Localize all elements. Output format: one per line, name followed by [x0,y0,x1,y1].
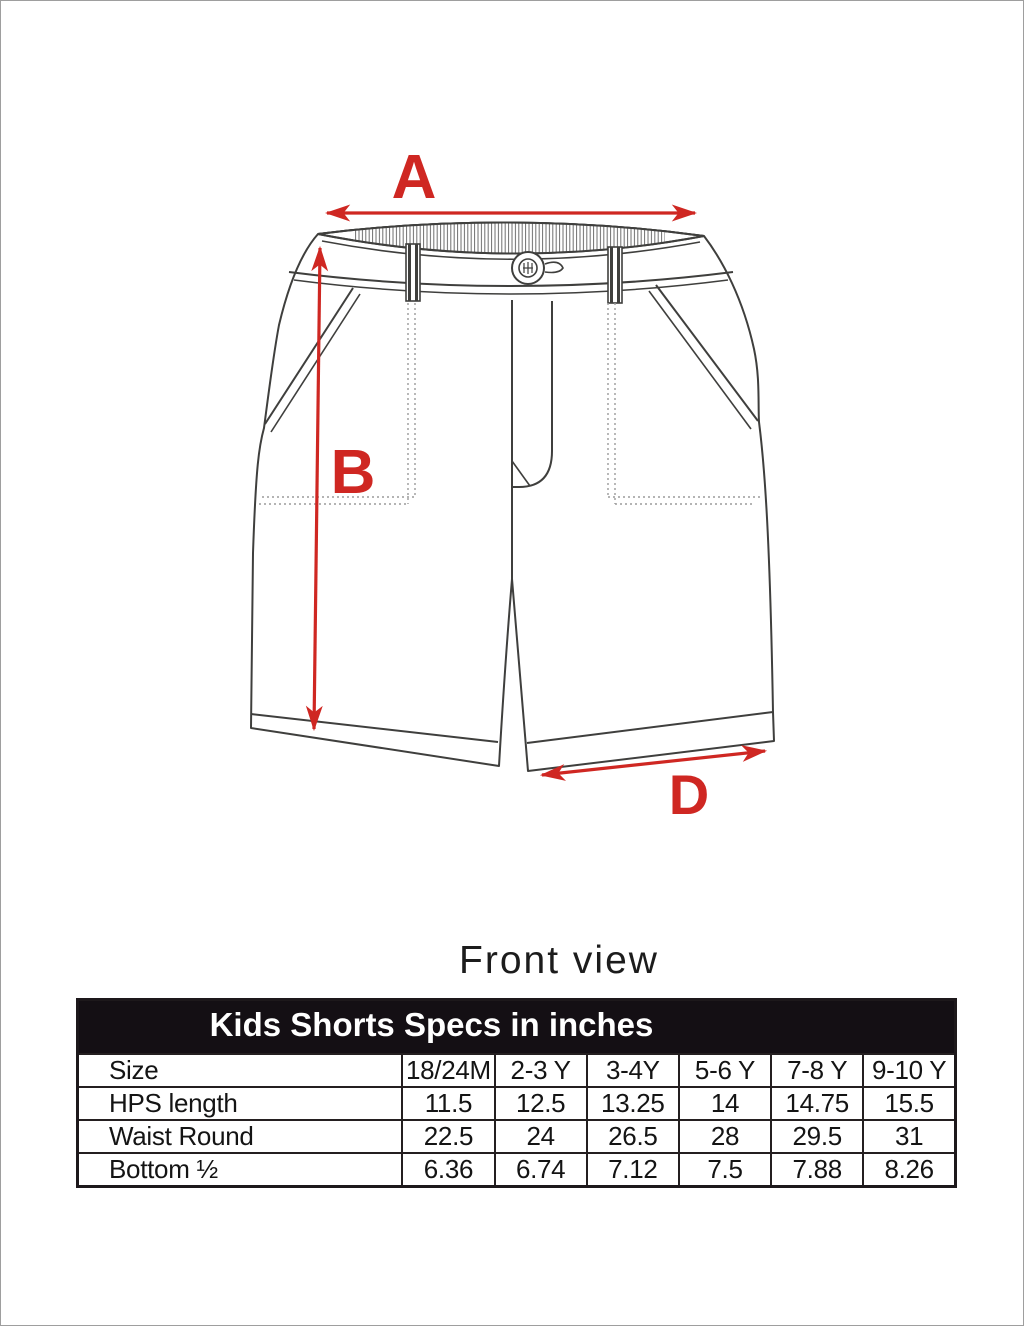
view-caption: Front view [459,939,659,982]
belt-loop-left [406,244,420,301]
spec-cell: 26.5 [587,1120,679,1153]
dimension-label-b: B [330,438,376,507]
spec-cell: 6.74 [495,1153,587,1187]
spec-cell: 31 [863,1120,955,1153]
spec-cell: 14 [679,1087,771,1120]
table-row [78,1120,956,1153]
row-label: Bottom ½ [78,1153,403,1187]
size-header-label: Size [78,1054,403,1087]
spec-cell: 11.5 [402,1087,494,1120]
size-col-header: 9-10 Y [863,1054,955,1087]
table-row [78,1153,956,1187]
spec-cell: 14.75 [771,1087,863,1120]
shorts-front-view-drawing [1,1,1024,921]
belt-loop-right [608,247,622,303]
table-row [78,1087,956,1120]
spec-cell: 15.5 [863,1087,955,1120]
size-col-header: 3-4Y [587,1054,679,1087]
spec-cell: 7.5 [679,1153,771,1187]
spec-cell: 7.12 [587,1153,679,1187]
spec-cell: 24 [495,1120,587,1153]
size-header-row [78,1054,956,1087]
row-label: Waist Round [78,1120,403,1153]
table-title-row [78,1000,956,1055]
size-spec-table [76,998,957,1188]
spec-cell: 8.26 [863,1153,955,1187]
dimension-label-d: D [668,763,710,826]
spec-cell: 22.5 [402,1120,494,1153]
spec-cell: 7.88 [771,1153,863,1187]
spec-cell: 6.36 [402,1153,494,1187]
size-col-header: 18/24M [402,1054,494,1087]
size-col-header: 5-6 Y [679,1054,771,1087]
row-label: HPS length [78,1087,403,1120]
table-title: Kids Shorts Specs in inches [78,1000,956,1055]
dimension-label-a: A [391,143,437,212]
spec-cell: 13.25 [587,1087,679,1120]
spec-cell: 29.5 [771,1120,863,1153]
spec-cell: 12.5 [495,1087,587,1120]
size-col-header: 7-8 Y [771,1054,863,1087]
size-col-header: 2-3 Y [495,1054,587,1087]
spec-cell: 28 [679,1120,771,1153]
